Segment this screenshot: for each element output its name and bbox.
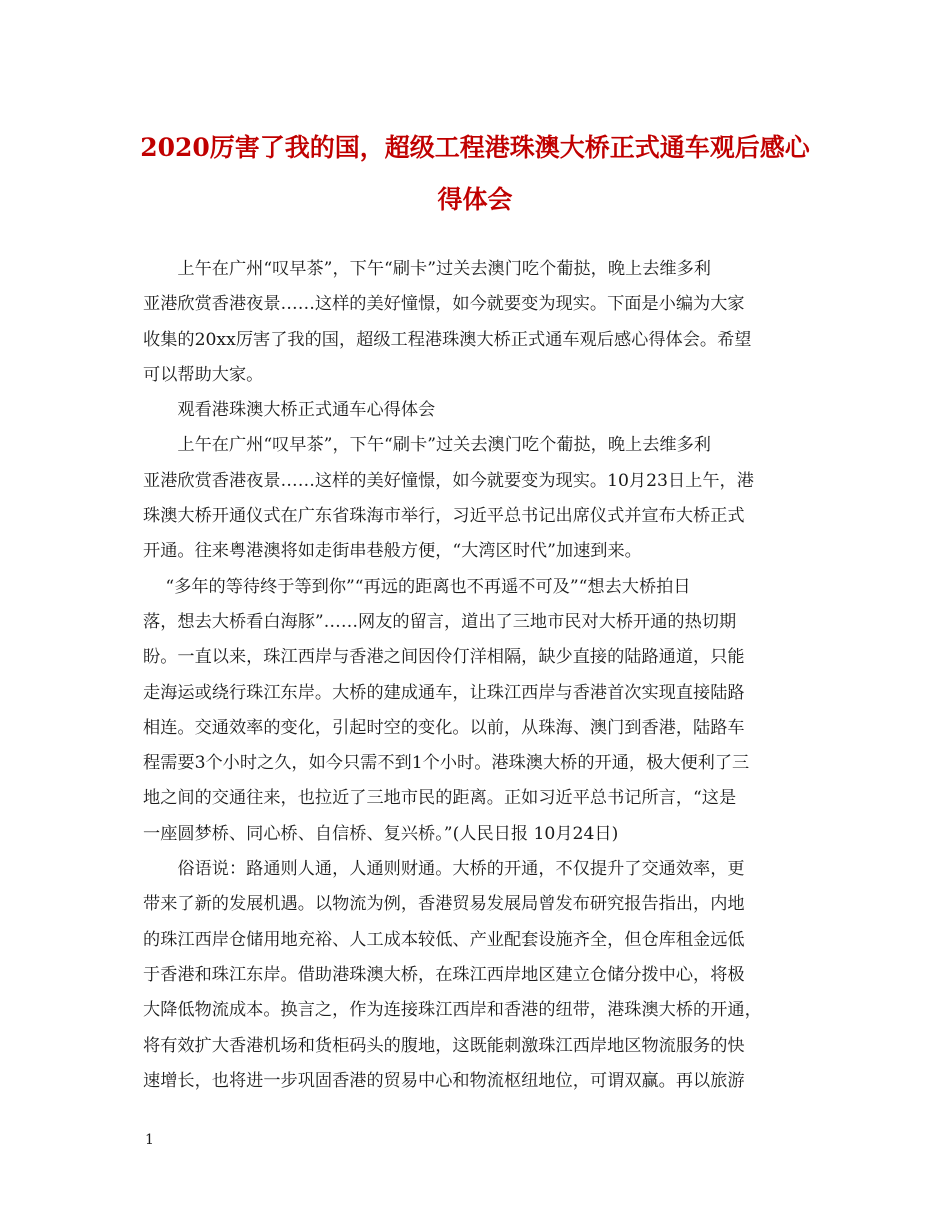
text-line: 地之间的交通往来，也拉近了三地市民的距离。正如习近平总书记所言，“这是 <box>143 788 737 809</box>
title-line-1: 2020厉害了我的国，超级工程港珠澳大桥正式通车观后感心 <box>140 133 810 162</box>
text-line: 将有效扩大香港机场和货柜码头的腹地，这既能刺激珠江西岸地区物流服务的快 <box>143 1035 745 1056</box>
text-line: 开通。往来粤港澳将如走街串巷般方便，“大湾区时代”加速到来。 <box>143 541 642 562</box>
text-line: 于香港和珠江东岸。借助港珠澳大桥，在珠江西岸地区建立仓储分拨中心，将极 <box>143 964 745 985</box>
paragraph-intro <box>143 252 808 393</box>
text-line: 亚港欣赏香港夜景……这样的美好憧憬，如今就要变为现实。10月23日上午，港 <box>143 470 754 491</box>
title-line-2: 得体会 <box>437 185 513 214</box>
text-line: 盼。一直以来，珠江西岸与香港之间因伶仃洋相隔，缺少直接的陆路通道，只能 <box>143 647 745 668</box>
text-line: “多年的等待终于等到你”“再远的距离也不再遥不可及”“想去大桥拍日 <box>165 576 691 597</box>
text-line: 上午在广州“叹早茶”，下午“刷卡”过关去澳门吃个葡挞，晚上去维多利 <box>177 435 711 456</box>
text-line: 收集的20xx厉害了我的国，超级工程港珠澳大桥正式通车观后感心得体会。希望 <box>143 329 752 350</box>
text-line: 落，想去大桥看白海豚”……网友的留言，道出了三地市民对大桥开通的热切期 <box>143 611 737 632</box>
text-line: 一座圆梦桥、同心桥、自信桥、复兴桥。”(人民日报 10月24日) <box>143 823 619 844</box>
paragraph-netizens <box>143 570 808 852</box>
document-body <box>143 252 808 1099</box>
text-line: 亚港欣赏香港夜景……这样的美好憧憬，如今就要变为现实。下面是小编为大家 <box>143 294 745 315</box>
document-title <box>120 122 830 226</box>
text-line: 大降低物流成本。换言之，作为连接珠江西岸和香港的纽带，港珠澳大桥的开通， <box>143 1000 762 1021</box>
text-line: 俗语说：路通则人通，人通则财通。大桥的开通，不仅提升了交通效率，更 <box>177 859 745 880</box>
paragraph-subheading <box>143 393 808 428</box>
text-line: 速增长，也将进一步巩固香港的贸易中心和物流枢纽地位，可谓双赢。再以旅游 <box>143 1070 745 1091</box>
text-line: 上午在广州“叹早茶”，下午“刷卡”过关去澳门吃个葡挞，晚上去维多利 <box>177 259 711 279</box>
text-line: 珠澳大桥开通仪式在广东省珠海市举行，习近平总书记出席仪式并宣布大桥正式 <box>143 506 745 527</box>
text-line: 程需要3个小时之久，如今只需不到1个小时。港珠澳大桥的开通，极大便利了三 <box>143 753 750 774</box>
paragraph-opening <box>143 428 808 569</box>
text-line: 可以帮助大家。 <box>143 364 264 385</box>
paragraph-opportunity <box>143 852 808 1099</box>
text-line: 相连。交通效率的变化，引起时空的变化。以前，从珠海、澳门到香港，陆路车 <box>143 717 745 738</box>
text-line: 带来了新的发展机遇。以物流为例，香港贸易发展局曾发布研究报告指出，内地 <box>143 894 745 915</box>
text-line: 观看港珠澳大桥正式通车心得体会 <box>177 400 436 421</box>
text-line: 的珠江西岸仓储用地充裕、人工成本较低、产业配套设施齐全，但仓库租金远低 <box>143 929 745 950</box>
page-number: 1 <box>145 1132 154 1148</box>
text-line: 走海运或绕行珠江东岸。大桥的建成通车，让珠江西岸与香港首次实现直接陆路 <box>143 682 745 703</box>
